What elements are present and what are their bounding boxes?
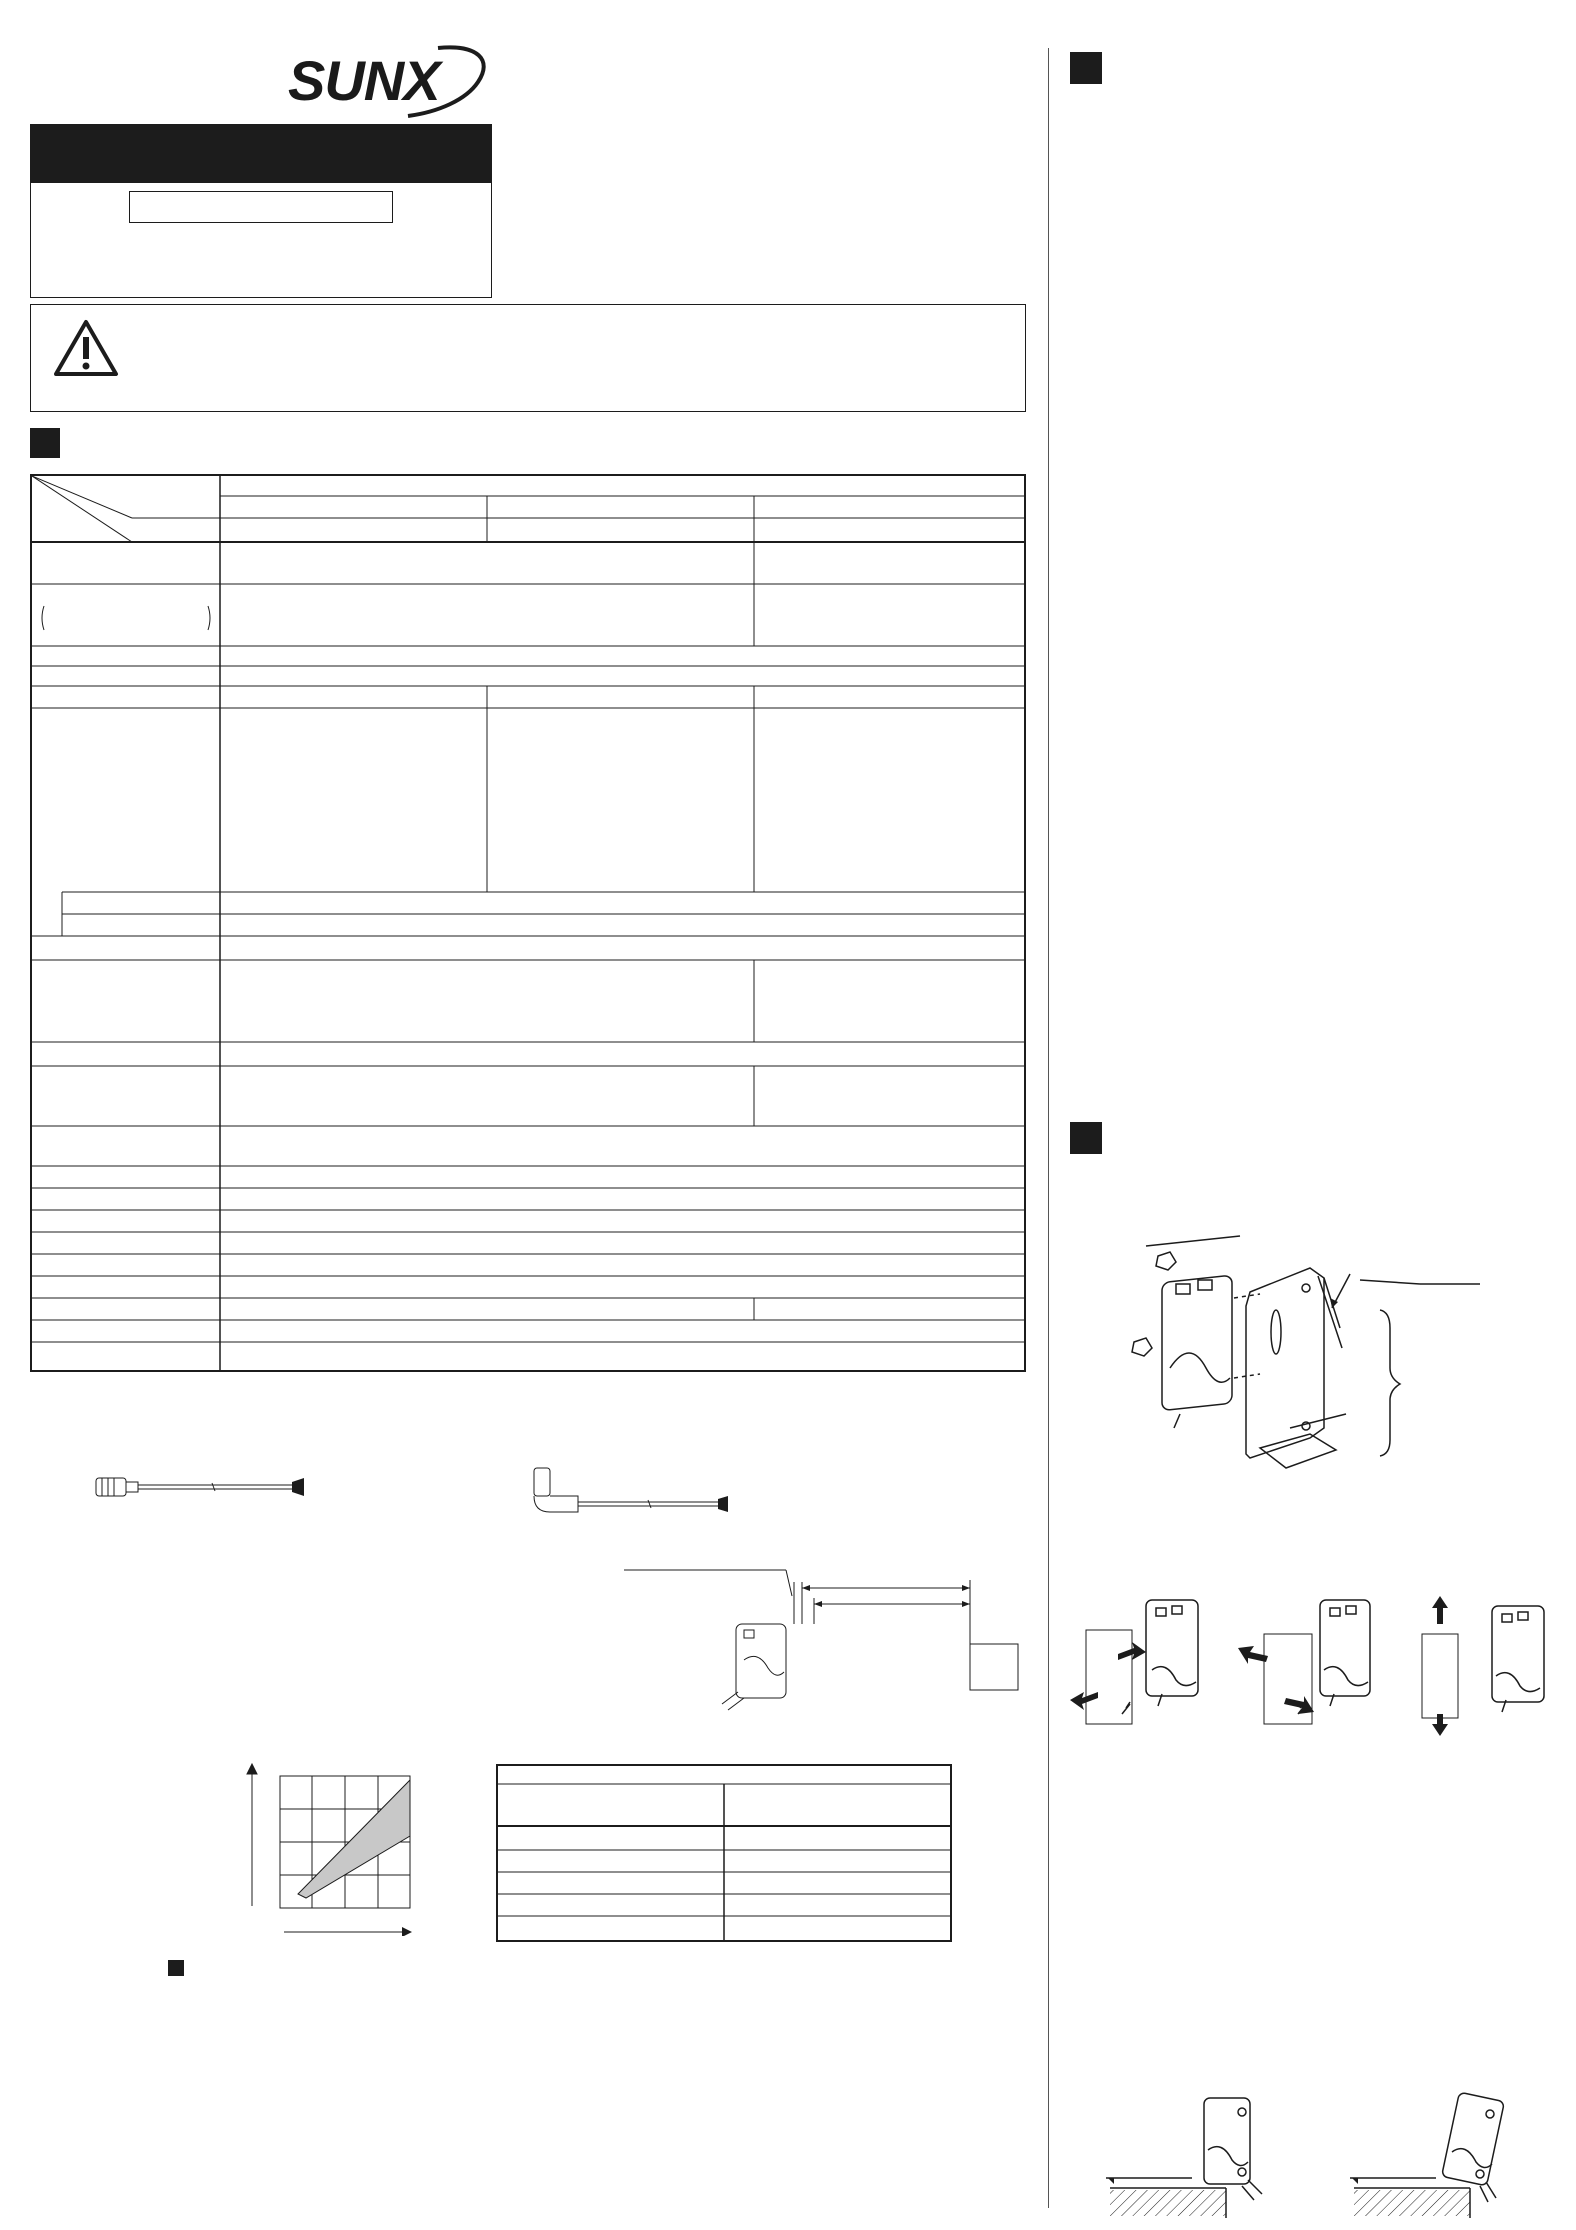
mounting-bracket-drawing: [1110, 1218, 1490, 1498]
section-marker-range-note: [168, 1960, 184, 1976]
surface-mount-figure-1: [1102, 2088, 1292, 2218]
title-bar: [30, 124, 492, 182]
characteristic-graph: [240, 1756, 420, 1936]
title-block: [30, 182, 492, 298]
brand-logo: [288, 42, 498, 124]
section-marker-specifications: [30, 428, 60, 458]
straight-cable-drawing: [92, 1468, 312, 1508]
section-marker-cautions: [1070, 52, 1102, 84]
warning-triangle-icon: [53, 319, 119, 377]
orientation-figure-3: [1410, 1590, 1550, 1740]
orientation-figure-2: [1234, 1590, 1374, 1740]
warning-box: [30, 304, 1026, 412]
setting-table: [496, 1764, 952, 1942]
spec-table: [30, 474, 1026, 1372]
model-box: [129, 191, 393, 223]
orientation-figure-1: [1066, 1590, 1206, 1740]
logo-text: SUNX: [288, 49, 440, 112]
column-divider: [1048, 48, 1049, 2208]
surface-mount-figure-2: [1346, 2088, 1536, 2218]
section-marker-mounting: [1070, 1122, 1102, 1154]
spec-table-grid: [32, 476, 1024, 1370]
sensing-distance-diagram: [618, 1564, 1028, 1714]
setting-table-grid: [498, 1766, 950, 1940]
angled-cable-drawing: [528, 1462, 738, 1532]
